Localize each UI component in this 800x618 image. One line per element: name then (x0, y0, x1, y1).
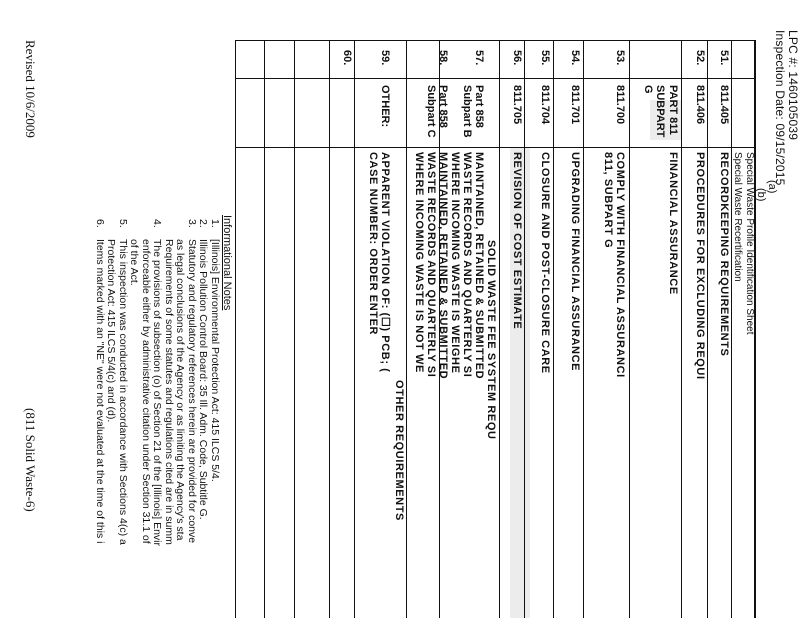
note-number: 6. (94, 219, 106, 228)
row-description: CLOSURE AND POST-CLOSURE CARE (539, 152, 551, 374)
row-number: 54. (569, 50, 581, 66)
row-description: SOLID WASTE FEE SYSTEM REQU (485, 240, 497, 440)
note-number: 4. (151, 219, 164, 228)
row-number: 53. (614, 50, 626, 66)
note-text: The provisions of subsection (o) of Section 21 of the [Illinois] Envir (151, 239, 164, 546)
row-citation: 811.701 (569, 85, 581, 125)
note-number: 3. (186, 219, 198, 228)
row-citation: 811.405 (718, 85, 730, 125)
row-number: 51. (718, 50, 730, 66)
row-citation: G (642, 85, 654, 94)
table-row-rule (329, 40, 330, 618)
table-row-rule (629, 40, 630, 618)
note-text: [Illinois] Environmental Protection Act: 415 ILCS 5/4. (209, 239, 221, 482)
note-text: Illinois Pollution Control Board: 35 Ill. Adm. Code, Subtitle G. (197, 239, 210, 520)
table-row-rule (553, 40, 554, 618)
note-text: enforceable either by administrative citation under Section 31.1 of (140, 239, 152, 544)
note-text: Requirements of some statutes and regulations cited are in summ (163, 239, 175, 545)
note-text: Items marked with an "NE" were not evaluated at the time of this i (94, 239, 106, 544)
row-description: REVISION OF COST ESTIMATE (511, 152, 523, 330)
table-column-rule (236, 78, 756, 79)
table-row-rule (707, 40, 708, 618)
row-description: OTHER REQUIREMENTS (393, 380, 405, 521)
row-description: FINANCIAL ASSURANCE (667, 152, 679, 295)
row-description: COMPLY WITH FINANCIAL ASSURANCI (614, 152, 626, 378)
row-number: 58. (437, 50, 449, 66)
table-column-rule (236, 147, 756, 148)
row-citation: OTHER: (379, 85, 391, 128)
row-description: Special Waste Profile Identification Sheet (744, 152, 755, 335)
row-number: 52. (694, 50, 706, 66)
row-citation: SUBPART (654, 85, 666, 138)
note-text: This inspection was conducted in accordance with Sections 4(c) a (117, 239, 129, 545)
notes-title: Informational Notes (221, 215, 233, 311)
note-number: 2. (197, 219, 210, 228)
table-row-rule (524, 40, 525, 618)
informational-notes (88, 219, 220, 618)
table-row-rule (681, 40, 682, 618)
row-citation: Part 858 (473, 85, 485, 128)
row-number: 56. (511, 50, 523, 66)
row-citation: 811.700 (614, 85, 626, 125)
row-description: MAINTAINED, RETAINED & SUBMITTED (437, 152, 449, 380)
inspection-date: Inspection Date: 09/15/2015 (773, 30, 787, 186)
table-row-rule (354, 40, 355, 618)
note-number: 1. (209, 219, 221, 228)
column-header-a: (a) (766, 180, 778, 194)
row-citation: 811.406 (694, 85, 706, 125)
table-row-rule (235, 40, 236, 618)
row-number: 55. (539, 50, 551, 66)
form-identifier: (811 Solid Waste-6) (23, 408, 38, 512)
row-citation: Subpart C (425, 85, 437, 138)
column-header-b: (b) (755, 188, 767, 202)
row-description: UPGRADING FINANCIAL ASSURANCE (569, 152, 581, 372)
row-description: CASE NUMBER: ORDER ENTER (367, 152, 379, 336)
table-row-rule (264, 40, 265, 618)
row-description: WHERE INCOMING WASTE IS WEIGHE (449, 152, 461, 374)
note-text: of the Act. (128, 239, 141, 286)
note-text: Statutory and regulatory references herein are provided for conve (186, 239, 198, 544)
row-description: WHERE INCOMING WASTE IS NOT WE (413, 152, 425, 373)
row-description: WASTE RECORDS AND QUARTERLY SI (461, 152, 473, 378)
row-description: APPARENT VIOLATION OF: (☐) PCB; ( (379, 152, 391, 373)
row-citation: PART 811 (667, 85, 679, 135)
row-citation: 811.704 (539, 85, 551, 125)
row-description: MAINTAINED, RETAINED & SUBMITTED (473, 152, 485, 380)
table-row-rule (294, 40, 295, 618)
row-number: 57. (473, 50, 485, 66)
row-description: PROCEDURES FOR EXCLUDING REQUI (694, 152, 706, 380)
row-citation: Part 858 (437, 85, 449, 128)
row-description: WASTE RECORDS AND QUARTERLY SI (425, 152, 437, 378)
table-column-rule (236, 40, 756, 41)
note-text: as legal conclusions of the Agency or as limiting the Agency's sta (174, 239, 187, 541)
table-row-rule (499, 40, 500, 618)
row-description: 811, SUBPART G (602, 152, 614, 249)
row-number: 59. (379, 50, 391, 66)
row-number: 60. (341, 50, 353, 66)
row-citation: Subpart B (461, 85, 473, 138)
lpc-number: LPC #: 1460105039 (786, 30, 800, 141)
row-citation: 811.705 (511, 85, 523, 125)
note-text: Protection Act: 415 ILCS 5/4(c) and (d). (105, 239, 118, 423)
revised-date: Revised 10/6/2009 (23, 40, 38, 138)
row-description: Special Waste Recertification (732, 152, 743, 282)
row-description: RECORDKEEPING REQUIREMENTS (718, 152, 730, 357)
table-row-rule (406, 40, 407, 618)
note-number: 5. (117, 219, 129, 228)
table-row-rule (583, 40, 584, 618)
